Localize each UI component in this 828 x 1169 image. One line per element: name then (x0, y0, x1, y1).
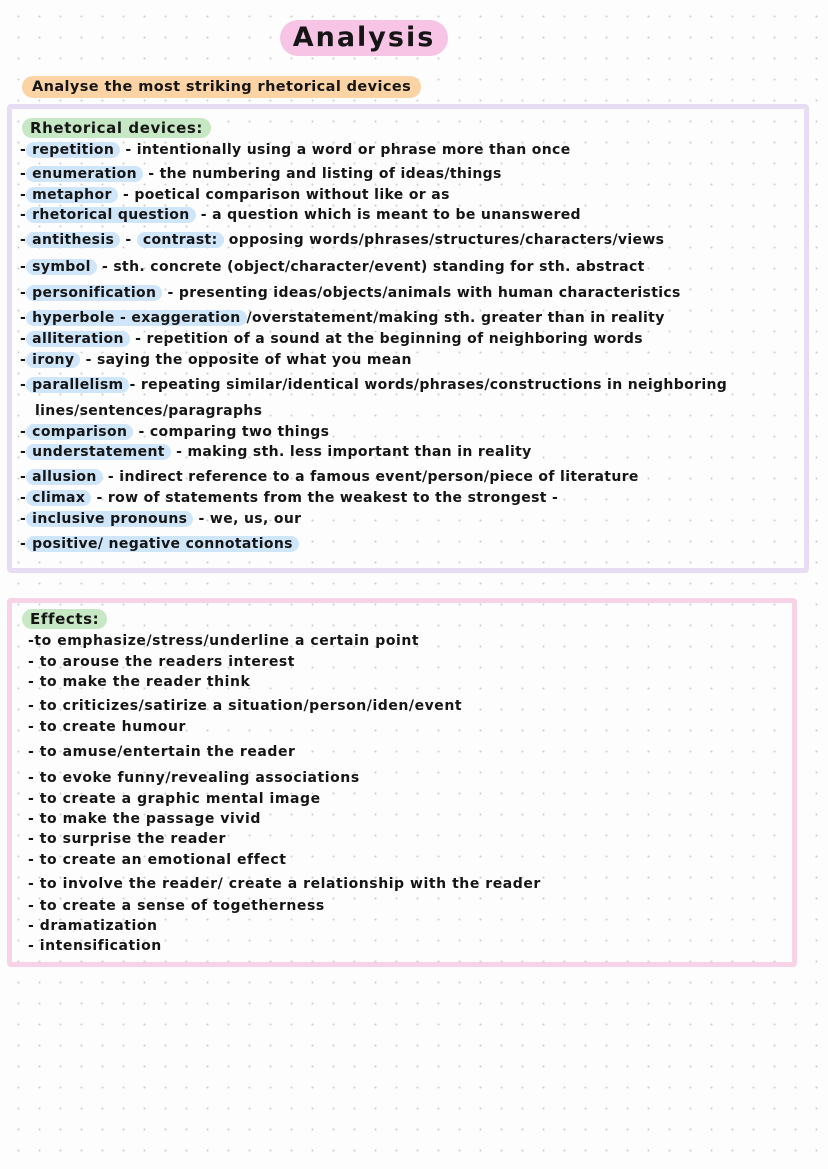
device-personification: - personification - presenting ideas/objects/animals with human characteristics (20, 285, 681, 301)
term-highlight: climax (26, 490, 91, 506)
effect-item: - to create an emotional effect (28, 852, 287, 868)
effect-item: - to create a sense of togetherness (28, 898, 325, 914)
term-highlight: irony (26, 352, 80, 368)
device-understatement: - understatement - making sth. less important than in reality (20, 444, 532, 460)
device-repetition: - repetition - intentionally using a word or phrase more than once (20, 142, 571, 158)
effect-item: - dramatization (28, 918, 158, 934)
device-metaphor: - metaphor - poetical comparison without like or as (20, 187, 450, 203)
term-highlight: understatement (26, 444, 171, 460)
term-highlight: enumeration (26, 166, 143, 182)
term-highlight: parallelism (26, 377, 129, 393)
device-symbol: - symbol - sth. concrete (object/character/event) standing for sth. abstract (20, 259, 645, 275)
effect-item: - to make the passage vivid (28, 811, 261, 827)
device-antithesis: - antithesis - contrast: opposing words/phrases/structures/characters/views (20, 232, 665, 248)
device-alliteration: - alliteration - repetition of a sound at the beginning of neighboring words (20, 331, 643, 347)
term-highlight: allusion (26, 469, 103, 485)
device-enumeration: - enumeration - the numbering and listing of ideas/things (20, 166, 502, 182)
effect-item: - to involve the reader/ create a relationship with the reader (28, 876, 541, 892)
page-title: Analysis (280, 20, 448, 56)
device-connotations: - positive/ negative connotations (20, 534, 299, 554)
term-highlight: symbol (26, 259, 97, 275)
effects-heading: Effects: (22, 609, 107, 629)
task-subtitle: Analyse the most striking rhetorical devices (22, 76, 421, 98)
term-highlight: contrast: (137, 232, 224, 248)
effect-item: - to evoke funny/revealing associations (28, 770, 360, 786)
term-highlight: rhetorical question (26, 207, 195, 223)
term-highlight: personification (26, 285, 162, 301)
term-highlight: antithesis (26, 232, 120, 248)
effect-item: - to arouse the readers interest (28, 654, 295, 670)
device-parallelism-continuation: lines/sentences/paragraphs (35, 403, 263, 419)
effect-item: -to emphasize/stress/underline a certain point (28, 633, 420, 649)
term-highlight: repetition (26, 142, 120, 158)
effect-item: - intensification (28, 938, 162, 954)
effect-item: - to make the reader think (28, 674, 251, 690)
device-rhetorical-question: - rhetorical question - a question which is meant to be unanswered (20, 207, 581, 223)
device-parallelism: - parallelism - repeating similar/identical words/phrases/constructions in neighboring (20, 377, 728, 393)
device-hyperbole: - hyperbole - exaggeration /overstatement/making sth. greater than in reality (20, 310, 665, 326)
term-highlight: metaphor (26, 187, 118, 203)
device-allusion: - allusion - indirect reference to a famous event/person/piece of literature (20, 469, 639, 485)
term-highlight: comparison (26, 424, 133, 440)
effect-item: - to surprise the reader (28, 831, 226, 847)
device-irony: - irony - saying the opposite of what you mean (20, 352, 412, 368)
device-climax: - climax - row of statements from the weakest to the strongest - (20, 490, 559, 506)
effect-item: - to create humour (28, 719, 186, 735)
rhetorical-devices-heading: Rhetorical devices: (22, 118, 211, 138)
term-highlight: inclusive pronouns (26, 511, 193, 527)
term-highlight: positive/ negative connotations (26, 536, 299, 552)
effect-item: - to criticizes/satirize a situation/person/iden/event (28, 698, 463, 714)
effect-item: - to create a graphic mental image (28, 791, 321, 807)
device-inclusive-pronouns: - inclusive pronouns - we, us, our (20, 511, 302, 527)
device-comparison: - comparison - comparing two things (20, 424, 330, 440)
effect-item: - to amuse/entertain the reader (28, 744, 296, 760)
term-highlight: hyperbole - exaggeration (26, 310, 246, 326)
term-highlight: alliteration (26, 331, 130, 347)
